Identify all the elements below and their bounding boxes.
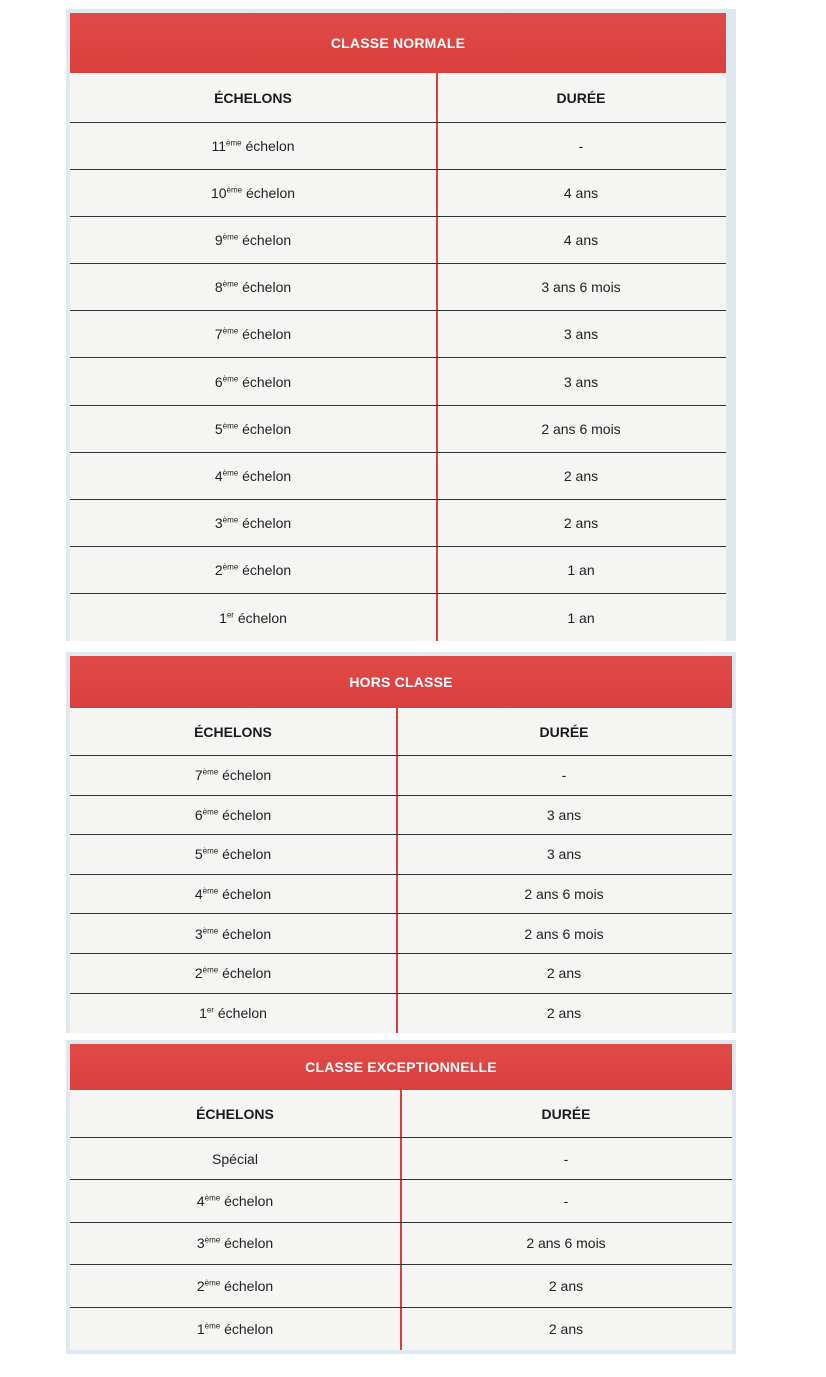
echelon-text [199,1005,267,1021]
table-row [70,123,726,170]
header-echelons: ÉCHELONS [194,723,272,740]
cell-echelon [70,311,436,357]
echelon-number: 3 [196,1235,205,1252]
cell-duree: 2 ans [546,965,582,982]
cell-echelon [70,1223,400,1264]
table-row [70,547,726,594]
echelon-label: Spécial [212,1150,258,1167]
echelon-number: 5 [194,846,203,863]
echelon-text [211,185,295,201]
echelon-text [219,610,287,626]
echelon-text [195,846,271,862]
echelon-label: échelon [224,1193,274,1210]
cell-echelon [70,547,436,593]
echelon-label: échelon [242,373,292,390]
table-row [70,406,726,453]
cell-echelon [70,914,396,953]
echelon-number: 1 [199,1005,207,1022]
table-hors-classe [70,656,732,1033]
echelon-text [197,1321,273,1337]
table-row [70,1308,732,1350]
echelon-number: 1 [196,1320,205,1337]
echelon-number: 4 [194,886,203,903]
echelon-text [215,515,291,531]
header-echelons: ÉCHELONS [214,89,292,106]
echelon-number: 2 [194,965,203,982]
echelon-number: 8 [214,279,223,296]
echelon-number: 1 [219,609,227,626]
cell-duree: 2 ans 6 mois [524,925,604,942]
echelon-ordinal-suffix: er [226,609,234,619]
echelon-text [215,326,291,342]
header-duree: DURÉE [541,1105,591,1122]
echelon-text [195,886,271,902]
header-duree: DURÉE [556,89,606,106]
table-classe-exceptionnelle [70,1044,732,1350]
cell-duree: 2 ans 6 mois [526,1235,606,1252]
echelon-number: 3 [194,925,203,942]
header-duree: DURÉE [539,723,589,740]
cell-echelon [70,500,436,546]
cell-duree: 2 ans 6 mois [524,886,604,903]
echelon-number: 4 [214,467,223,484]
cell-duree: 3 ans [563,326,599,343]
echelon-text [215,374,291,390]
cell-duree: 3 ans [546,806,582,823]
echelon-ordinal-suffix: ème [202,846,219,856]
cell-duree: 1 an [567,609,595,626]
table-row [70,1180,732,1222]
cell-echelon [70,217,436,263]
echelon-number: 2 [196,1277,205,1294]
cell-echelon [70,835,396,874]
echelon-ordinal-suffix: ème [226,138,242,148]
cell-echelon [70,406,436,452]
table-row [70,453,726,500]
echelon-ordinal-suffix: ème [222,420,239,430]
cell-duree: 4 ans [563,185,599,202]
echelon-number: 3 [214,514,223,531]
table-row [70,1223,732,1265]
echelon-number: 10 [210,185,227,202]
echelon-text [215,279,291,295]
echelon-number: 11 [211,138,227,155]
cell-duree: 3 ans [563,373,599,390]
cell-duree: 2 ans [548,1277,584,1294]
echelon-label: échelon [242,420,292,437]
echelon-text [197,1235,273,1251]
echelon-number: 6 [194,806,203,823]
echelon-label: échelon [222,767,272,784]
cell-duree: 2 ans 6 mois [541,420,621,437]
echelon-text [215,421,291,437]
table-row [70,914,732,954]
cell-duree: 1 an [567,561,595,578]
table-header [70,708,732,756]
echelon-label: échelon [224,1320,274,1337]
echelon-label: échelon [222,925,272,942]
echelon-label: échelon [224,1235,274,1252]
cell-duree: 2 ans [548,1320,584,1337]
cell-duree: 4 ans [563,232,599,249]
echelon-ordinal-suffix: ème [202,886,219,896]
echelon-label: échelon [217,1005,267,1022]
cell-echelon [70,954,396,993]
cell-echelon [70,453,436,499]
table-panel-classe-exceptionnelle [66,1040,736,1354]
echelon-ordinal-suffix: ème [202,767,219,777]
echelon-text [211,138,294,154]
header-echelons: ÉCHELONS [196,1105,274,1122]
table-panel-hors-classe [66,652,736,1033]
echelon-text [212,1151,258,1167]
echelon-label: échelon [222,965,272,982]
table-panel-classe-normale [66,9,736,641]
cell-echelon [70,170,436,216]
echelon-ordinal-suffix: er [206,1005,214,1015]
echelon-ordinal-suffix: ème [226,185,243,195]
table-row [70,954,732,994]
echelon-number: 7 [214,326,223,343]
cell-echelon [70,359,436,405]
echelon-label: échelon [222,846,272,863]
table-row [70,994,732,1033]
table-header [70,73,726,123]
echelon-ordinal-suffix: ème [222,468,239,478]
table-title: CLASSE NORMALE [70,13,726,73]
cell-duree: - [563,1193,569,1210]
table-row [70,500,726,547]
table-row [70,264,726,311]
table-row [70,756,732,796]
cell-echelon [70,1265,400,1306]
echelon-ordinal-suffix: ème [222,515,239,525]
table-title: HORS CLASSE [70,656,732,708]
echelon-text [195,965,271,981]
cell-echelon [70,756,396,795]
cell-echelon [70,1180,400,1221]
table-row [70,796,732,836]
echelon-label: échelon [242,279,292,296]
echelon-ordinal-suffix: ème [204,1235,221,1245]
echelon-label: échelon [245,185,296,202]
cell-echelon [70,875,396,914]
echelon-text [197,1278,273,1294]
echelon-number: 2 [214,561,223,578]
cell-echelon [70,264,436,310]
table-row [70,1265,732,1307]
echelon-ordinal-suffix: ème [222,562,239,572]
echelon-ordinal-suffix: ème [202,965,219,975]
echelon-label: échelon [242,232,292,249]
cell-echelon [70,123,436,169]
table-row [70,170,726,217]
cell-echelon [70,594,436,641]
cell-echelon [70,1138,400,1179]
echelon-ordinal-suffix: ème [204,1193,221,1203]
echelon-number: 4 [196,1193,205,1210]
echelon-label: échelon [242,561,292,578]
echelon-text [197,1193,273,1209]
echelon-text [215,468,291,484]
echelon-ordinal-suffix: ème [222,232,239,242]
table-row [70,594,726,641]
echelon-text [195,767,271,783]
cell-duree: 2 ans [563,467,599,484]
cell-echelon [70,1308,400,1350]
table-row [70,217,726,264]
echelon-label: échelon [242,467,292,484]
echelon-number: 6 [214,373,223,390]
echelon-label: échelon [242,514,292,531]
echelon-number: 9 [214,232,223,249]
echelon-label: échelon [222,806,272,823]
table-row [70,835,732,875]
echelon-label: échelon [222,886,272,903]
cell-echelon [70,994,396,1033]
table-title: CLASSE EXCEPTIONNELLE [70,1044,732,1090]
table-classe-normale [70,13,726,641]
echelon-ordinal-suffix: ème [222,373,239,383]
echelon-label: échelon [242,326,292,343]
table-header [70,1090,732,1138]
echelon-ordinal-suffix: ème [202,926,219,936]
cell-duree: 2 ans [546,1005,582,1022]
echelon-text [215,232,291,248]
echelon-text [195,807,271,823]
echelon-ordinal-suffix: ème [204,1278,221,1288]
cell-duree: - [561,767,567,784]
cell-duree: - [563,1150,569,1167]
cell-duree: 3 ans [546,846,582,863]
echelon-text [215,562,291,578]
echelon-number: 7 [194,767,203,784]
echelon-ordinal-suffix: ème [202,807,219,817]
echelon-number: 5 [214,420,223,437]
cell-duree: 3 ans 6 mois [541,279,621,296]
table-row [70,359,726,406]
table-row [70,311,726,358]
table-row [70,1138,732,1180]
echelon-label: échelon [237,609,287,626]
cell-duree: - [578,138,584,155]
echelon-ordinal-suffix: ème [222,279,239,289]
echelon-label: échelon [245,138,295,155]
cell-echelon [70,796,396,835]
cell-duree: 2 ans [563,514,599,531]
table-row [70,875,732,915]
echelon-text [195,926,271,942]
echelon-ordinal-suffix: ème [222,326,239,336]
echelon-ordinal-suffix: ème [204,1321,221,1331]
echelon-label: échelon [224,1277,274,1294]
